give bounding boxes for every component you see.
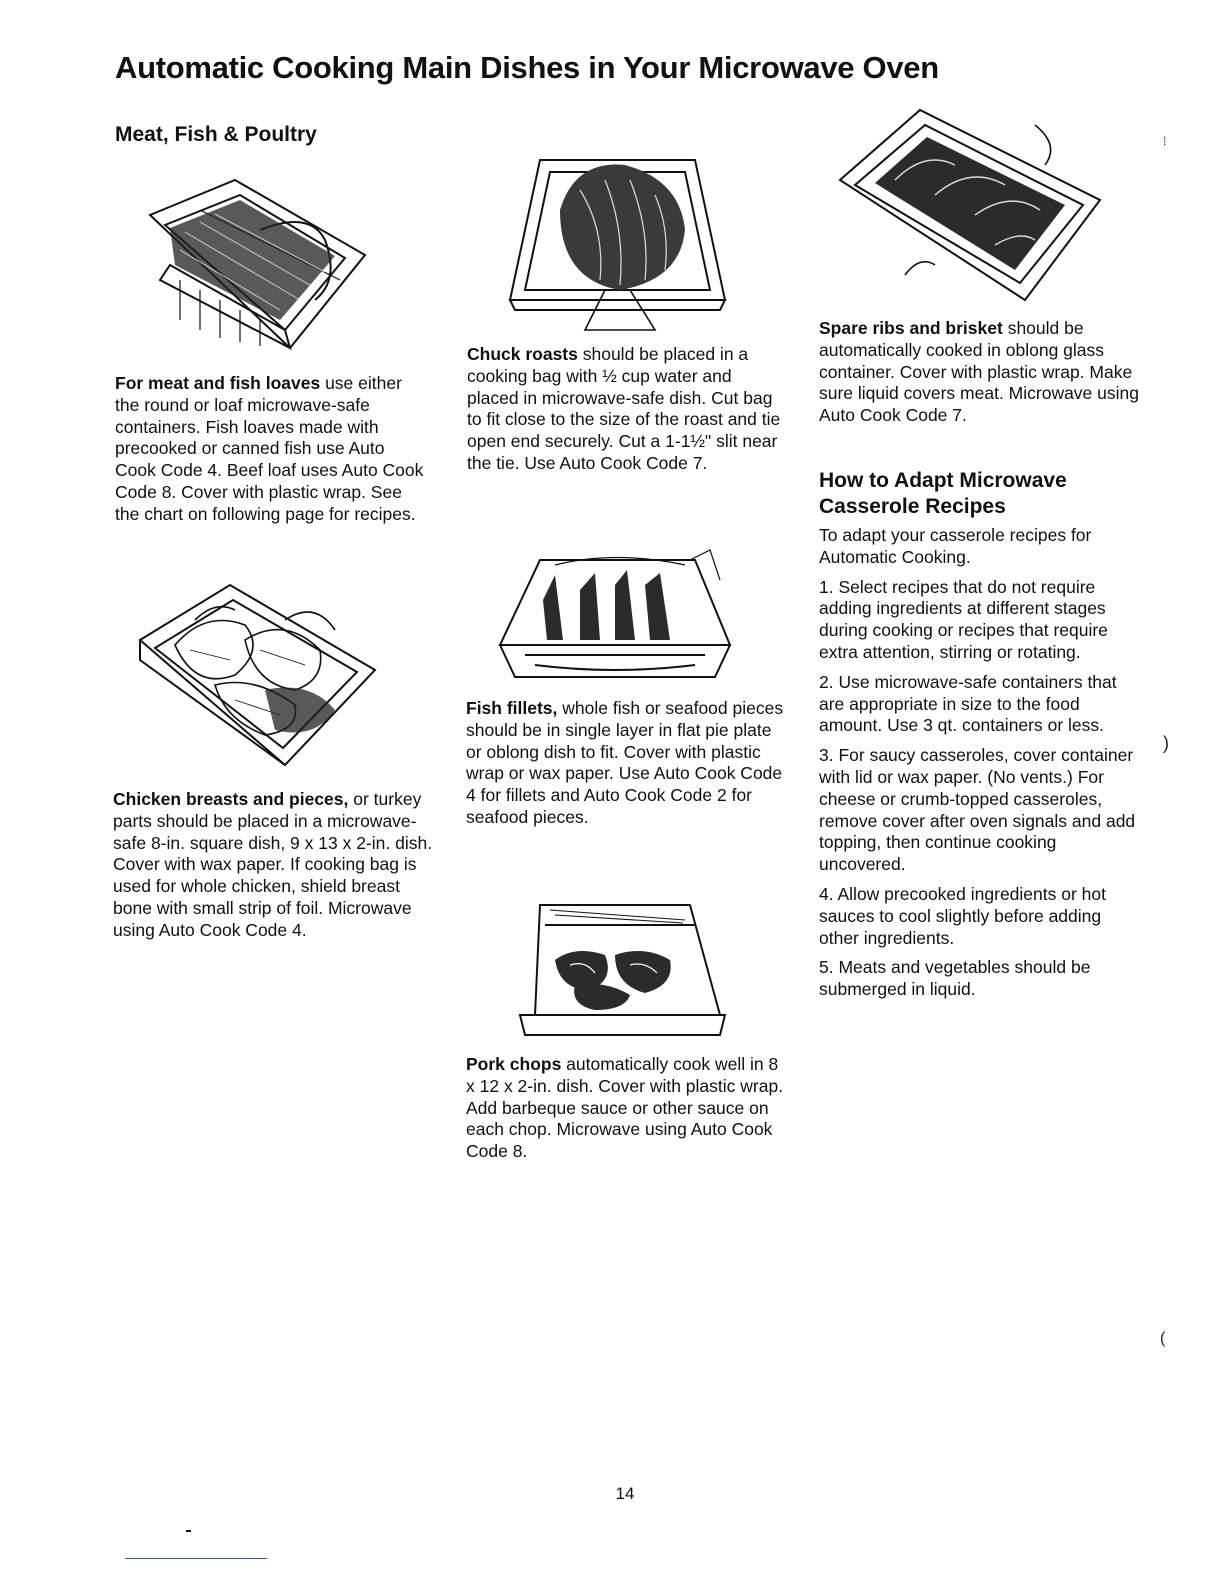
- pork-chops-paragraph: [466, 1054, 786, 1163]
- meat-loaf-illustration: [140, 170, 372, 350]
- adapt-step-2: 2. Use microwave-safe containers that are appropriate in size to the food amount. Use 3 qt. containers or less.: [819, 671, 1117, 736]
- chicken-paragraph: [113, 789, 433, 942]
- fish-fillets-illustration: [495, 545, 735, 685]
- adapt-step-3: 3. For saucy casseroles, cover container with lid or wax paper. (No vents.) For cheese or crumb-topped casseroles, remove cover after oven signals and add topping, then continue cooking uncovered.: [819, 745, 1136, 875]
- footer-rule: [125, 1558, 267, 1559]
- chuck-roast-body: should be placed in a cooking bag with ½ cup water and placed in microwave-safe dish. Cut bag to fit close to the size of the roast and tie open end securely. Cut a 1-1½" slit near the tie. Use Auto Cook Code 7.: [467, 344, 781, 473]
- section-heading-adapt-recipes: How to Adapt Microwave Casserole Recipes: [819, 469, 1067, 518]
- pork-chops-body: automatically cook well in 8 x 12 x 2-in. dish. Cover with plastic wrap. Add barbeque sauce or other sauce on each chop. Microwave using Auto Cook Code 8.: [466, 1054, 784, 1162]
- fish-fillets-lead: Fish fillets,: [466, 698, 558, 718]
- page-number: 14: [615, 1484, 635, 1503]
- spare-ribs-body: should be automatically cooked in oblong glass container. Cover with plastic wrap. Make sure liquid covers meat. Microwave using Auto Cook Code 7.: [819, 318, 1139, 426]
- spare-ribs-illustration: [835, 105, 1105, 305]
- adapt-intro: To adapt your casserole recipes for Automatic Cooking.: [819, 525, 1092, 567]
- spare-ribs-lead: Spare ribs and brisket: [819, 318, 1003, 338]
- meat-loaves-paragraph: [115, 373, 430, 526]
- meat-loaves-body: use either the round or loaf microwave-safe containers. Fish loaves made with precooked or canned fish use Auto Cook Code 4. Beef loaf uses Auto Cook Code 8. Cover with plastic wrap. See the chart on following page for recipes.: [115, 373, 424, 524]
- adapt-step-5: 5. Meats and vegetables should be submerged in liquid.: [819, 957, 1091, 1000]
- fish-fillets-body: whole fish or seafood pieces should be in single layer in flat pie plate or oblong dish to fit. Cover with plastic wrap or wax paper. Use Auto Cook Code 4 for fillets and Auto Cook Code 2 for seafood pieces.: [466, 698, 784, 827]
- scan-mark: ): [1163, 733, 1169, 753]
- page-title: Automatic Cooking Main Dishes in Your Microwave Oven: [115, 50, 939, 85]
- scan-mark: (: [1160, 1330, 1166, 1347]
- section-heading-meat-fish-poultry: Meat, Fish & Poultry: [115, 123, 317, 146]
- scan-dot: [186, 1530, 191, 1532]
- scan-mark: ⁞: [1163, 134, 1167, 148]
- adapt-recipes-list: [819, 525, 1144, 1009]
- adapt-step-4: 4. Allow precooked ingredients or hot sauces to cool slightly before adding other ingredients.: [819, 883, 1106, 948]
- adapt-step-1: 1. Select recipes that do not require adding ingredients at different stages during cooking or recipes that require extra attention, stirring or rotating.: [819, 576, 1108, 662]
- spare-ribs-paragraph: [819, 318, 1149, 427]
- chuck-roast-illustration: [505, 150, 730, 335]
- pork-chops-illustration: [515, 885, 730, 1045]
- chicken-body: or turkey parts should be placed in a microwave-safe 8-in. square dish, 9 x 13 x 2-in. dish. Cover with wax paper. If cooking bag is used for whole chicken, shield breast bone with small strip of foil. Microwave using Auto Cook Code 4.: [113, 789, 433, 940]
- fish-fillets-paragraph: [466, 698, 786, 829]
- pork-chops-lead: Pork chops: [466, 1054, 562, 1074]
- chicken-illustration: [135, 580, 380, 770]
- chicken-lead: Chicken breasts and pieces,: [113, 789, 349, 809]
- meat-loaves-lead: For meat and fish loaves: [115, 373, 321, 393]
- chuck-roast-paragraph: [467, 344, 787, 475]
- chuck-roast-lead: Chuck roasts: [467, 344, 578, 364]
